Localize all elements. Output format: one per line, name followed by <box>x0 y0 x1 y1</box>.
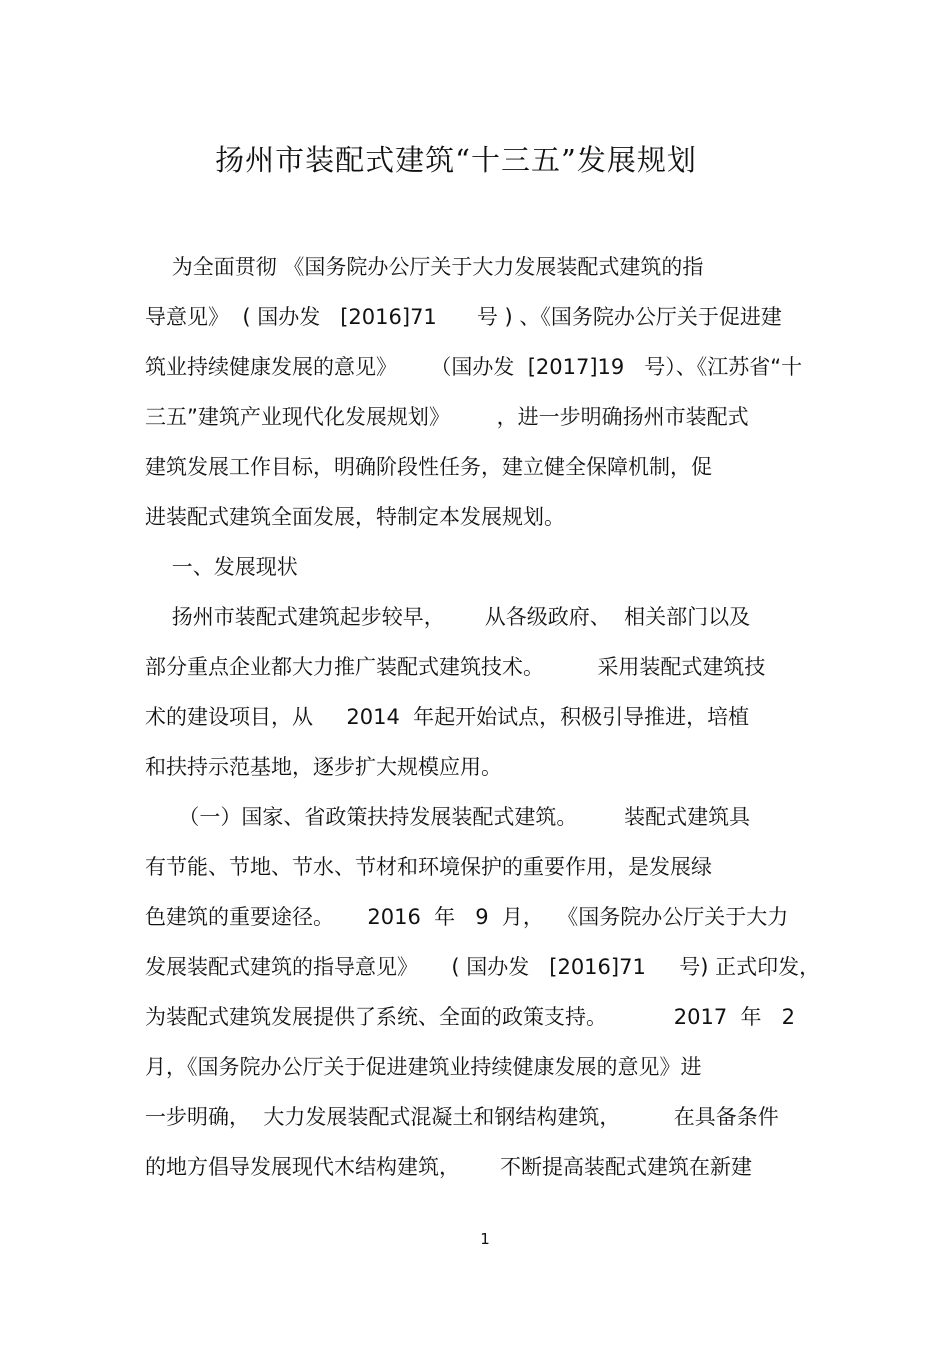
body-line: 有节能、节地、节水、节材和环境保护的重要作用，是发展绿 <box>145 855 712 879</box>
body-line: 一步明确， 大力发展装配式混凝土和钢结构建筑， 在具备条件 <box>145 1105 779 1129</box>
body-line: 导意见》 ( 国办发 [2016]71 号 ) 、《国务院办公厅关于促进建 <box>145 305 782 329</box>
body-line: 为装配式建筑发展提供了系统、全面的政策支持。 2017 年 2 <box>145 1005 795 1029</box>
body-line: 筑业持续健康发展的意见》 （国办发 [2017]19 号）、《江苏省“十 <box>145 355 803 379</box>
section-heading: 一、发展现状 <box>145 555 298 579</box>
body-line: 进装配式建筑全面发展，特制定本发展规划。 <box>145 505 565 529</box>
page-number: 1 <box>480 1230 490 1248</box>
body-line: 为全面贯彻 《国务院办公厅关于大力发展装配式建筑的指 <box>145 255 704 279</box>
body-line: 月，《国务院办公厅关于促进建筑业持续健康发展的意见》进 <box>145 1055 702 1079</box>
body-line: 的地方倡导发展现代木结构建筑， 不断提高装配式建筑在新建 <box>145 1155 753 1179</box>
body-line: 色建筑的重要途径。 2016 年 9 月， 《国务院办公厅关于大力 <box>145 905 789 929</box>
body-line: 和扶持示范基地，逐步扩大规模应用。 <box>145 755 502 779</box>
subsection-line: （一）国家、省政策扶持发展装配式建筑。 装配式建筑具 <box>145 805 751 829</box>
document-title: 扬州市装配式建筑“十三五”发展规划 <box>215 143 697 177</box>
body-line: 扬州市装配式建筑起步较早， 从各级政府、 相关部门以及 <box>145 605 751 629</box>
body-line: 三五”建筑产业现代化发展规划》 ，进一步明确扬州市装配式 <box>145 405 749 429</box>
body-line: 部分重点企业都大力推广装配式建筑技术。 采用装配式建筑技 <box>145 655 766 679</box>
body-line: 术的建设项目，从 2014 年起开始试点，积极引导推进，培植 <box>145 705 750 729</box>
body-line: 建筑发展工作目标，明确阶段性任务，建立健全保障机制，促 <box>145 455 712 479</box>
body-line: 发展装配式建筑的指导意见》 ( 国办发 [2016]71 号) 正式印发， <box>145 955 821 979</box>
